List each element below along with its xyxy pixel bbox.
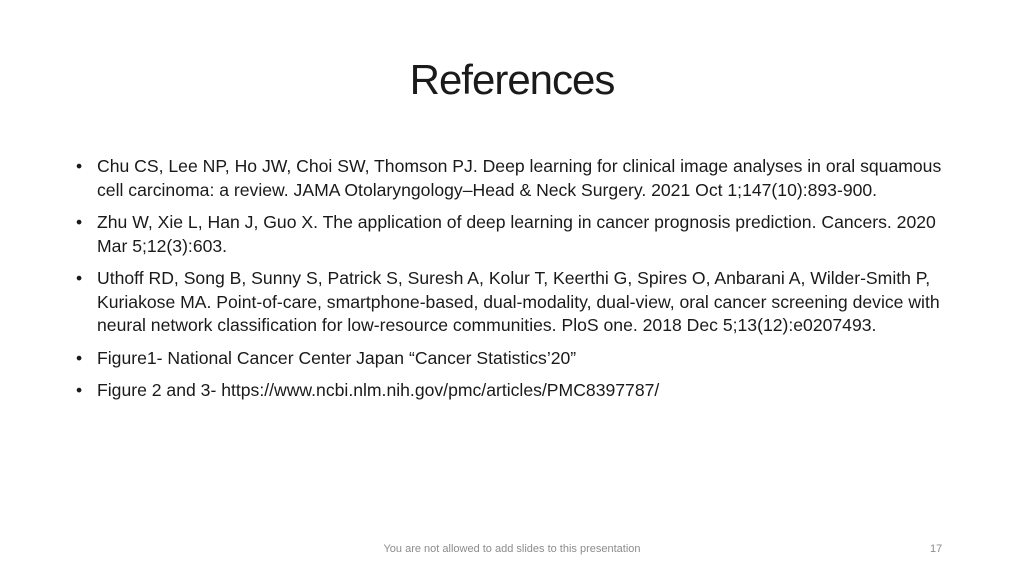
bullet-icon: • [76,212,83,232]
reference-text: Zhu W, Xie L, Han J, Guo X. The application of deep learning in cancer prognosis prediction. Cancers. 2020 Mar 5;12(3):603. [97,212,936,256]
list-item [76,347,956,371]
page-number: 17 [930,543,943,555]
reference-text: Uthoff RD, Song B, Sunny S, Patrick S, Suresh A, Kolur T, Keerthi G, Spires O, Anbarani A, Wilder-Smith P, Kuriakose MA. Point-of-care, smartphone-based, dual-modality, dual-view, oral cancer screening device with neural network classification for low-resource communities. PloS one. 2018 Dec 5;13(12):e0207493. [97,268,940,335]
list-item [76,379,956,403]
footer-notice: You are not allowed to add slides to this presentation [383,543,641,555]
reference-text: Figure1- National Cancer Center Japan “Cancer Statistics’20” [97,347,577,368]
bullet-icon: • [76,156,83,176]
reference-text[interactable]: Figure 2 and 3- https://www.ncbi.nlm.nih.gov/pmc/articles/PMC8397787/ [97,380,660,400]
bullet-icon: • [76,268,83,288]
list-item [76,211,956,258]
reference-text: Chu CS, Lee NP, Ho JW, Choi SW, Thomson PJ. Deep learning for clinical image analyses in oral squamous cell carcinoma: a review. JAMA Otolaryngology–Head & Neck Surgery. 2021 Oct 1;147(10):893-900. [97,156,942,200]
slide-title: References [409,56,615,103]
list-item [76,267,956,338]
bullet-icon: • [76,347,83,368]
list-item [76,155,956,202]
reference-list [76,155,956,412]
bullet-icon: • [76,380,83,400]
